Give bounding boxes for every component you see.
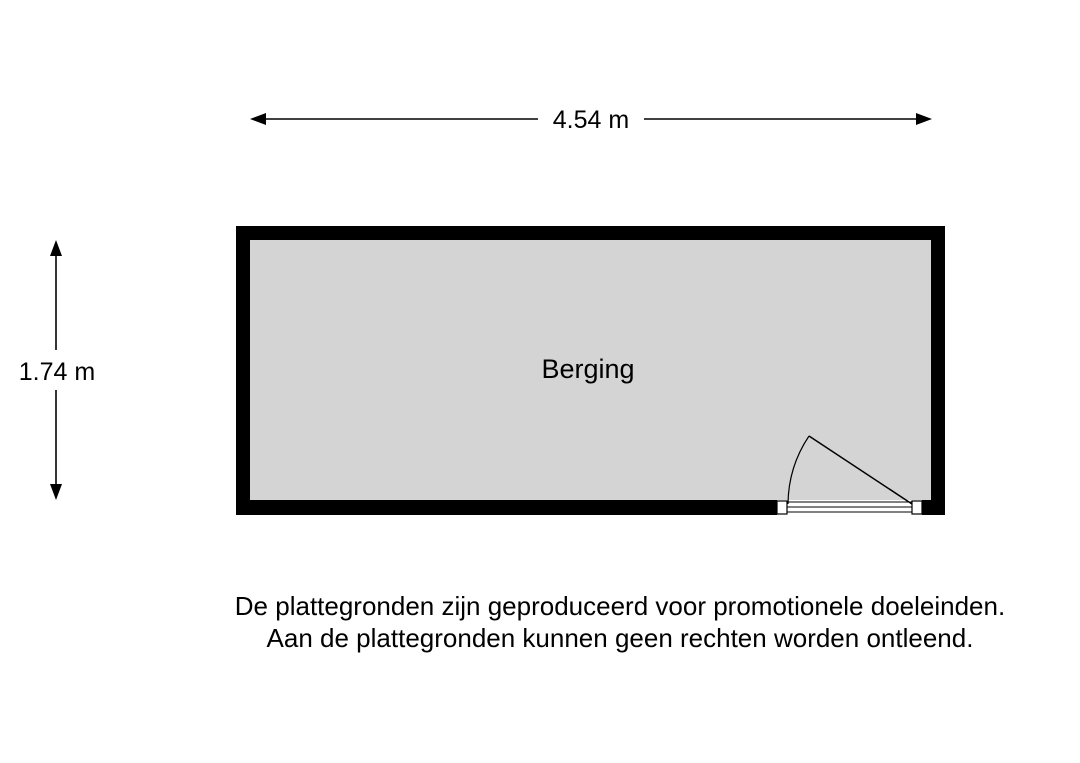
height-dimension	[19, 240, 95, 500]
width-dimension-label: 4.54 m	[552, 106, 630, 134]
arrow-right-icon	[916, 113, 932, 125]
arrow-down-icon	[50, 484, 62, 500]
disclaimer-line-2: Aan de plattegronden kunnen geen rechten worden ontleend.	[266, 623, 974, 653]
door-frame-right	[912, 501, 922, 514]
door-frame-left	[777, 501, 787, 514]
disclaimer-line-1: De plattegronden zijn geproduceerd voor promotionele doeleinden.	[234, 591, 1006, 621]
width-dimension	[250, 106, 932, 134]
arrow-left-icon	[250, 113, 266, 125]
room-berging	[236, 226, 945, 515]
arrow-up-icon	[50, 240, 62, 256]
room-label: Berging	[541, 354, 635, 384]
height-dimension-label: 1.74 m	[18, 358, 96, 386]
